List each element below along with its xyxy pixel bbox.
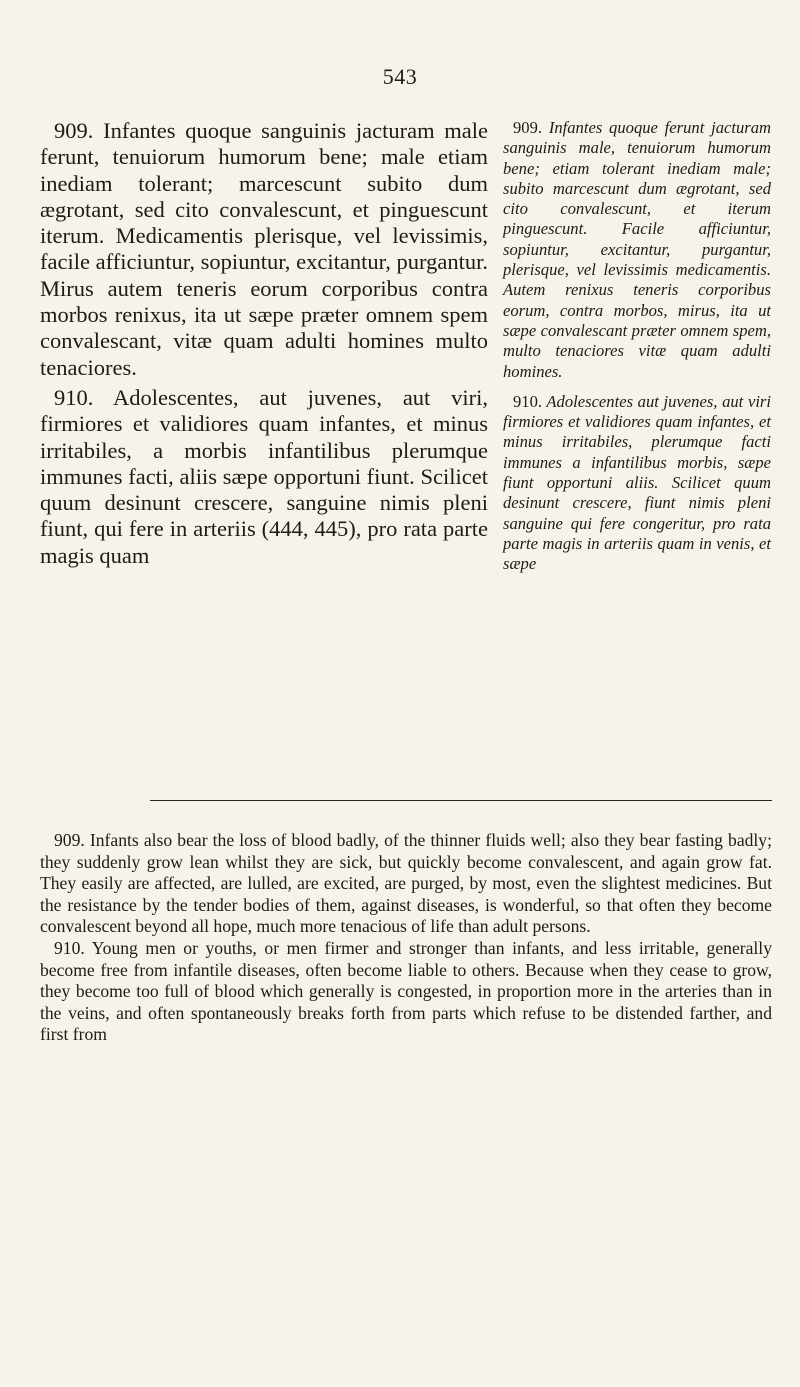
paragraph-number: 909.: [513, 118, 543, 137]
english-translation: [40, 830, 772, 1046]
paragraph-text: Adolescentes aut juvenes, aut viri firmiores et validiores quam infantes, et minus irritabiles, plerumque facti immunes a infantilibus morbis, sæpe fiunt opportuni aliis. Scilicet quum desinunt crescere, fiunt nimis pleni sanguine qui fere congeritur, pro rata parte magis in arteriis quam in venis, et sæpe: [503, 391, 771, 574]
page-number: 543: [382, 64, 418, 89]
paragraph-text: Infants also bear the loss of blood badly, of the thinner fluids well; also they bear fasting badly; they suddenly grow lean whilst they are sick, but quickly become convalescent, and again grow fat. They easily are affected, are lulled, are excited, are purged, by most, even the slightest medicines. But the resistance by the tender bodies of them, against diseases, is wonderful, so that often they become convalescent beyond all hope, much more tenacious of life than adult persons.: [40, 830, 772, 937]
latin-ordo-column: [503, 118, 771, 575]
english-paragraph-909: [40, 830, 772, 938]
section-divider: [150, 800, 772, 801]
paragraph-number: 909.: [54, 118, 94, 143]
ordo-paragraph-909: [503, 118, 771, 382]
ordo-paragraph-910: [503, 392, 771, 575]
paragraph-number: 910.: [513, 391, 543, 411]
paragraph-text: Adolescentes, aut juvenes, aut viri, firmiores et validiores quam infantes, et minus irritabiles, a morbis infantilibus plerumque immunes facti, aliis sæpe opportuni fiunt. Scilicet quum desinunt crescere, sanguine nimis pleni fiunt, qui fere in arteriis (444, 445), pro rata parte magis quam: [40, 384, 488, 568]
paragraph-number: 910.: [54, 384, 94, 410]
latin-paragraph-909: [40, 118, 488, 381]
paragraph-text: Young men or youths, or men firmer and stronger than infants, and less irritable, generally become free from infantile diseases, often become liable to others. Because when they cease to grow, they become too full of blood which generally is congested, in proportion more in the arteries than in the veins, and often spontaneously breaks forth from parts which refuse to be distended farther, and first from: [40, 937, 772, 1045]
english-paragraph-910: [40, 938, 772, 1046]
paragraph-text: Infantes quoque ferunt jacturam sanguinis male, tenuiorum humorum bene; etiam tolerant inediam male; subito marcescunt dum ægrotant, sed cito convalescunt, et iterum pinguescunt. Facile afficiuntur, sopiuntur, excitantur, purgantur, plerisque, vel levissimis medicamentis. Autem renixus teneris corporibus eorum, contra morbos, mirus, ita ut sæpe convalescant præter omnem spem, multo tenaciores vitæ quam adulti homines.: [503, 118, 772, 381]
latin-text-columns: [40, 118, 772, 798]
paragraph-number: 910.: [54, 937, 85, 958]
latin-paragraph-910: [40, 385, 488, 569]
paragraph-number: 909.: [54, 830, 85, 850]
paragraph-text: Infantes quoque sanguinis jacturam male ferunt, tenuiorum humorum bene; male etiam inediam tolerant; marcescunt subito dum ægrotant, sed cito convalescunt, et pinguescunt iterum. Medicamentis plerisque, vel levissimis, facile afficiuntur, sopiuntur, excitantur, purgantur. Mirus autem teneris eorum corporibus contra morbos renixus, ita ut sæpe præter omnem spem convalescant, vitæ quam adulti homines multo tenaciores.: [40, 118, 489, 380]
latin-column: [40, 118, 488, 569]
